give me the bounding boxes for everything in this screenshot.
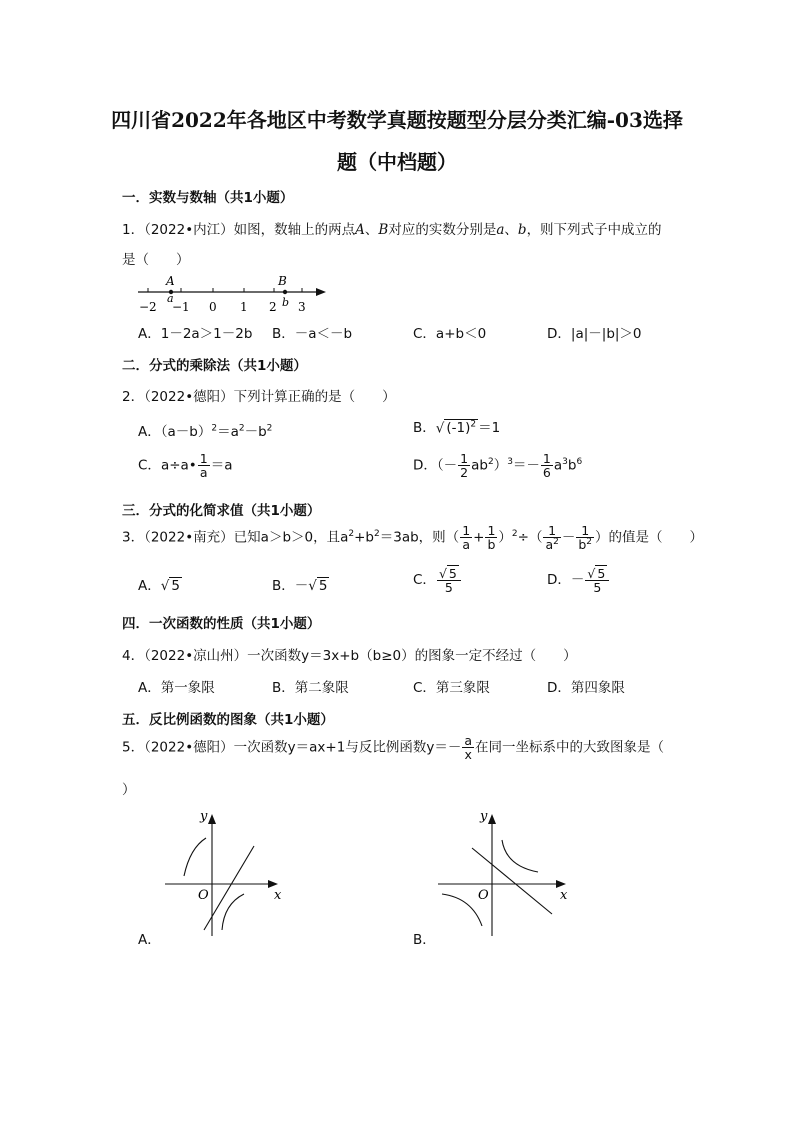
x-axis-label: x [560,888,568,903]
denominator: 2 [460,465,469,481]
opt-expr: ＝a [210,457,233,474]
q3-option-b[interactable] [272,574,329,594]
sqrt-sign: √ $(-1)^2$ [435,419,477,437]
numerator [437,566,461,581]
section-heading-1: 一．实数与数轴（共1小题） [122,190,294,206]
origin-label: O [478,888,489,903]
section-heading-3: 三．分式的化简求值（共1小题） [122,503,321,519]
x-axis-arrow [268,880,278,888]
q3-text: 已知a＞b＞0，且a [233,529,349,546]
hyperbola-branch [222,894,244,930]
denominator: 5 [593,580,602,596]
q1-number: 1． [122,222,145,238]
denominator [543,538,560,551]
opt-label: A． [138,424,161,440]
fraction [437,566,461,594]
q3-option-c[interactable] [413,566,462,594]
sqrt-sign: √ 5 [438,565,457,581]
q2-source: （2022•德阳） [144,389,234,405]
q1-point-b: B [378,222,389,238]
q4-option-d[interactable]: D．第四象限 [547,680,625,696]
operator: ） [498,529,512,546]
label-point-b: B [278,274,287,288]
q4-option-a[interactable]: A．第一象限 [138,680,215,696]
q1-option-d[interactable]: D．|a|－|b|＞0 [547,326,642,342]
opt-expr: （a－b） [160,424,212,440]
q3-source: （2022•南充） [144,529,234,546]
denominator: a [462,537,470,553]
label-point-a: A [166,274,175,288]
question-2-line1 [122,385,396,405]
fraction [460,524,472,551]
numerator: 1 [460,451,469,466]
fraction [576,524,594,551]
y-axis-arrow [488,814,496,824]
tick-label: −1 [172,300,190,314]
q5-text: 在同一坐标系中的大致图象是（ [475,739,664,756]
superscript: 2 [211,423,218,434]
q2-text: 下列计算正确的是（ ） [233,389,396,405]
y-axis-label: y [480,809,488,824]
opt-expr: a [553,457,563,474]
origin-label: O [198,888,209,903]
sqrt-sign: √ 5 [587,565,606,581]
q4-text: 一次函数y＝3x+b（b≥0）的图象一定不经过（ ） [247,648,577,664]
fraction [541,452,553,479]
question-5-line1 [122,734,664,761]
q4-number: 4． [122,648,145,664]
denominator: x [464,747,472,763]
superscript: 2 [586,537,593,548]
label-var-b: b [282,296,290,309]
q4-source: （2022•凉山州） [144,648,248,664]
hyperbola-branch [184,838,206,876]
section-heading-4: 四．一次函数的性质（共1小题） [122,616,321,632]
superscript: 2 [511,529,518,540]
q1-text: 如图，数轴上的两点 [233,222,356,238]
q1-sep: 、 [364,222,379,238]
fraction [585,566,609,594]
q5-option-b[interactable]: B． [413,932,436,948]
q1-text-c: ，则下列式子中成立的 [526,222,662,238]
fraction [543,524,560,551]
opt-label: B． [413,420,436,436]
page-title-line2: 题（中档题） [337,150,457,174]
numerator: a [464,733,472,748]
operator: ÷（ [517,529,543,546]
q3-option-d[interactable] [547,566,610,594]
opt-expr: ab [471,457,488,474]
q2-option-a[interactable] [138,420,272,440]
opt-expr: a÷a• [160,457,197,474]
denominator-var: b [578,537,587,553]
q2-option-d[interactable] [413,452,582,479]
denominator: a [199,465,208,481]
fraction [198,452,210,479]
q1-var-a: a [496,222,505,238]
label-var-a: a [167,292,174,305]
q5-source: （2022•德阳） [144,739,234,756]
tick-label: 0 [209,300,217,314]
opt-expr: b [567,457,577,474]
q5-number: 5． [122,739,145,756]
denominator-var: a [545,537,554,553]
hyperbola-branch [502,840,538,872]
numerator: 1 [462,523,471,539]
opt-expr: ＝a [217,424,239,440]
operator: － [561,529,576,546]
q3-text: ＝3ab，则（ [379,529,460,546]
graph-option-b [436,808,586,938]
opt-expr: ） [493,457,508,474]
q1-option-a[interactable]: A．1－2a＞1－2b [138,326,253,342]
question-5-line2: ） [122,782,136,798]
numerator: 1 [487,523,496,539]
numerator: 1 [576,524,594,538]
q1-option-c[interactable]: C．a+b＜0 [413,326,487,342]
denominator [576,538,594,551]
q3-number: 3． [122,529,145,546]
denominator: 5 [444,580,453,596]
q1-option-b[interactable]: B．－a＜－b [272,326,353,342]
numerator: 1 [543,524,560,538]
opt-label: C． [138,457,161,474]
superscript: 2 [238,423,245,434]
y-axis-label: y [200,809,208,824]
opt-label: D．－ [547,572,585,589]
superscript: 3 [507,457,513,468]
operator: + [473,529,485,546]
number-line-arrow [316,288,326,296]
y-axis-arrow [208,814,216,824]
section-heading-2: 二．分式的乘除法（共1小题） [122,358,307,374]
tick-label: 2 [269,300,277,314]
section-heading-5: 五．反比例函数的图象（共1小题） [122,712,334,728]
tick-label: 3 [298,300,306,314]
q3-text: ）的值是（ ） [595,529,704,546]
sqrt-sign: √ 5 [160,578,180,594]
hyperbola-branch [442,894,482,926]
superscript: 2 [553,537,559,548]
opt-expr: －b [244,424,267,440]
q5-text: 一次函数y＝ax+1与反比例函数y＝－ [233,739,462,756]
opt-label: D． [413,457,437,474]
question-1-line1 [122,218,662,238]
superscript: 2 [348,529,355,540]
q4-option-c[interactable]: C．第三象限 [413,680,490,696]
fraction [462,734,474,761]
sqrt-sign: √ 5 [308,578,328,594]
q2-number: 2． [122,389,145,405]
q3-text: +b [354,529,375,546]
x-axis-label: x [274,888,282,903]
question-4-line1 [122,644,577,664]
denominator: 6 [542,465,551,481]
opt-label: C． [413,572,436,589]
superscript: 6 [576,457,583,468]
superscript: 2 [266,423,273,434]
q5-option-a[interactable]: A． [138,932,161,948]
question-3-line1 [122,524,703,551]
opt-label: A． [138,578,161,594]
numerator: 1 [199,451,208,466]
tick-label: −2 [139,300,157,314]
superscript: 2 [487,457,494,468]
q1-comma: 、 [504,222,518,238]
question-1-line2: 是（ ） [122,252,190,268]
radicand: 5 [448,565,457,581]
radicand: 5 [597,565,606,581]
q1-text-b: 对应的实数分别是 [388,222,497,238]
q4-option-b[interactable]: B．第二象限 [272,680,349,696]
tick-label: 1 [240,300,248,314]
numerator [585,566,609,581]
number-line-figure [138,274,338,314]
fraction [485,524,497,551]
radicand: 5 [318,578,328,594]
q3-option-a[interactable] [138,574,182,594]
radicand: (-1) [446,420,471,437]
q2-option-c[interactable] [138,452,233,479]
radicand: 5 [171,578,180,594]
superscript: 2 [374,529,380,540]
superscript: 3 [562,457,568,468]
q1-var-b: b [517,222,527,238]
page-title-line1: 四川省2022年各地区中考数学真题按题型分层分类汇编-03选择 [111,108,683,132]
opt-label: B．－ [272,578,309,594]
numerator: 1 [542,451,551,466]
denominator: b [487,537,496,553]
fraction [458,452,470,479]
superscript: 2 [470,419,477,430]
opt-expr: ＝－ [512,457,540,474]
point-b-dot [283,290,287,294]
x-axis-arrow [556,880,566,888]
linear-function-line [472,848,552,914]
opt-expr: ＝1 [478,420,501,436]
q1-point-a: A [355,222,365,238]
graph-option-a [160,808,300,938]
q1-source: （2022•内江） [144,222,234,238]
q2-option-b[interactable] [413,416,500,436]
opt-expr: （－ [436,457,458,474]
